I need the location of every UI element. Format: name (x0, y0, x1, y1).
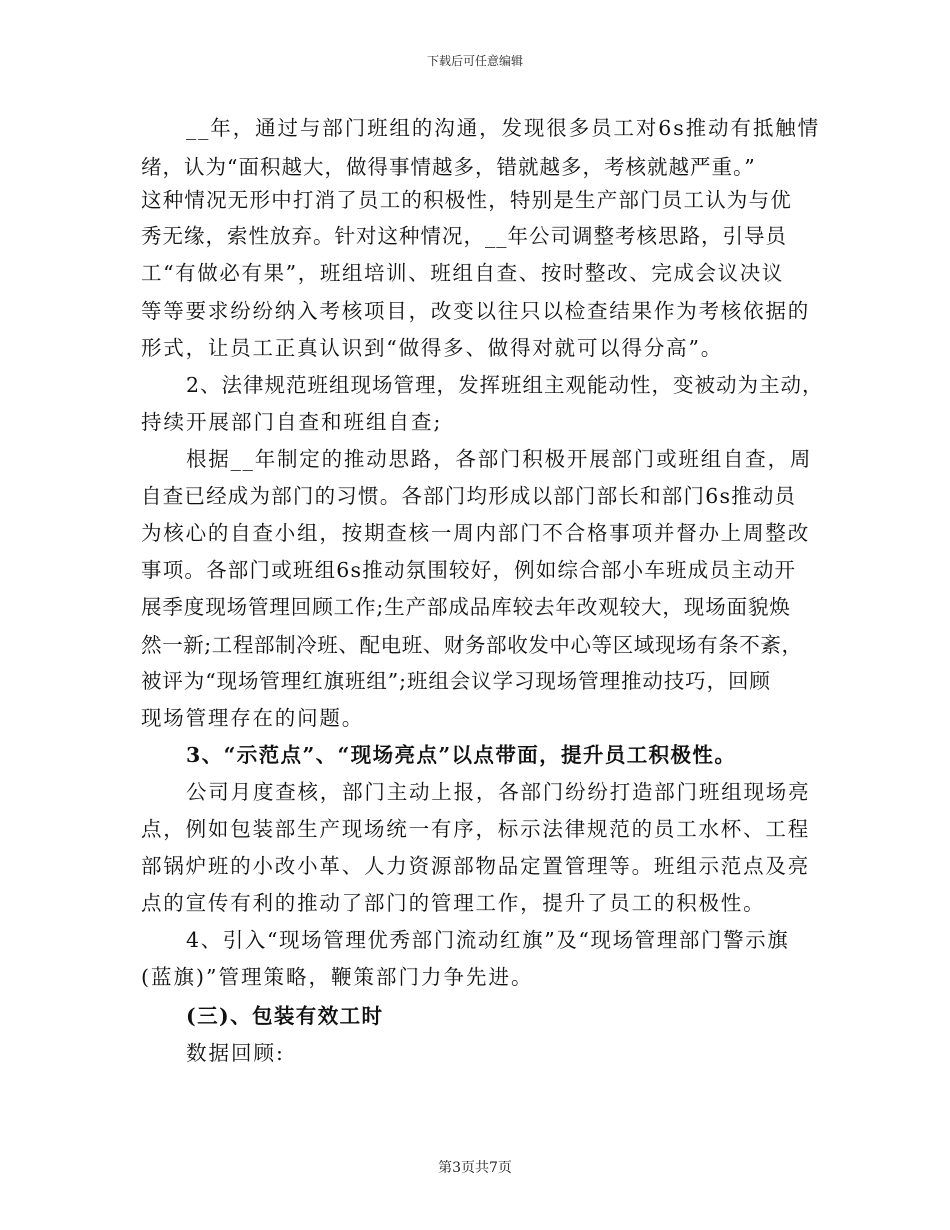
body-line: __年，通过与部门班组的沟通，发现很多员工对6s推动有抵触情 (186, 116, 821, 140)
body-line: 点，例如包装部生产现场统一有序，标示法律规范的员工水杯、工程 (141, 817, 810, 841)
body-line: 点的宣传有利的推动了部门的管理工作，提升了员工的积极性。 (141, 891, 766, 915)
section-heading: (三)、包装有效工时 (186, 1004, 384, 1028)
body-line: 根据__年制定的推动思路，各部门积极开展部门或班组自查，周 (186, 447, 813, 471)
body-line: 自查已经成为部门的习惯。各部门均形成以部门部长和部门6s推动员 (141, 484, 797, 508)
body-line: 绪，认为“面积越大，做得事情越多，错就越多，考核就越严重。” (141, 155, 756, 179)
body-line: 展季度现场管理回顾工作;生产部成品库较去年改观较大，现场面貌焕 (141, 595, 791, 619)
body-line: 形式，让员工正真认识到“做得多、做得对就可以得分高”。 (141, 336, 724, 360)
body-line: (蓝旗)”管理策略，鞭策部门力争先进。 (141, 965, 534, 989)
body-line: 2、法律规范班组现场管理，发挥班组主观能动性，变被动为主动， (186, 373, 824, 397)
body-line: 数据回顾: (186, 1041, 285, 1065)
body-line: 4、引入“现场管理优秀部门流动红旗”及“现场管理部门警示旗 (186, 928, 790, 952)
page-header: 下载后可任意编辑 (426, 54, 523, 68)
section-heading: 3、“示范点”、“现场亮点”以点带面，提升员工积极性。 (186, 743, 737, 767)
body-line: 秀无缘，索性放弃。针对这种情况，__年公司调整考核思路，引导员 (141, 224, 787, 248)
body-line: 持续开展部门自查和班组自查; (141, 410, 443, 434)
body-line: 为核心的自查小组，按期查核一周内部门不合格事项并督办上周整改 (141, 521, 810, 545)
body-line: 工“有做必有果”，班组培训、班组自查、按时整改、完成会议决议 (141, 261, 784, 285)
body-line: 被评为“现场管理红旗班组”;班组会议学习现场管理推动技巧，回顾 (141, 669, 771, 693)
body-line: 公司月度查核，部门主动上报，各部门纷纷打造部门班组现场亮 (186, 780, 811, 804)
body-line: 部锅炉班的小改小革、人力资源部物品定置管理等。班组示范点及亮 (141, 854, 810, 878)
body-line: 等等要求纷纷纳入考核项目，改变以往只以检查结果作为考核依据的 (141, 299, 810, 323)
body-line: 现场管理存在的问题。 (141, 706, 364, 730)
body-line: 然一新;工程部制冷班、配电班、财务部收发中心等区域现场有条不紊， (141, 633, 803, 657)
body-line: 事项。各部门或班组6s推动氛围较好，例如综合部小车班成员主动开 (141, 558, 797, 582)
page-footer: 第3页共7页 (438, 1160, 512, 1176)
body-line: 这种情况无形中打消了员工的积极性，特别是生产部门员工认为与优 (141, 188, 792, 212)
